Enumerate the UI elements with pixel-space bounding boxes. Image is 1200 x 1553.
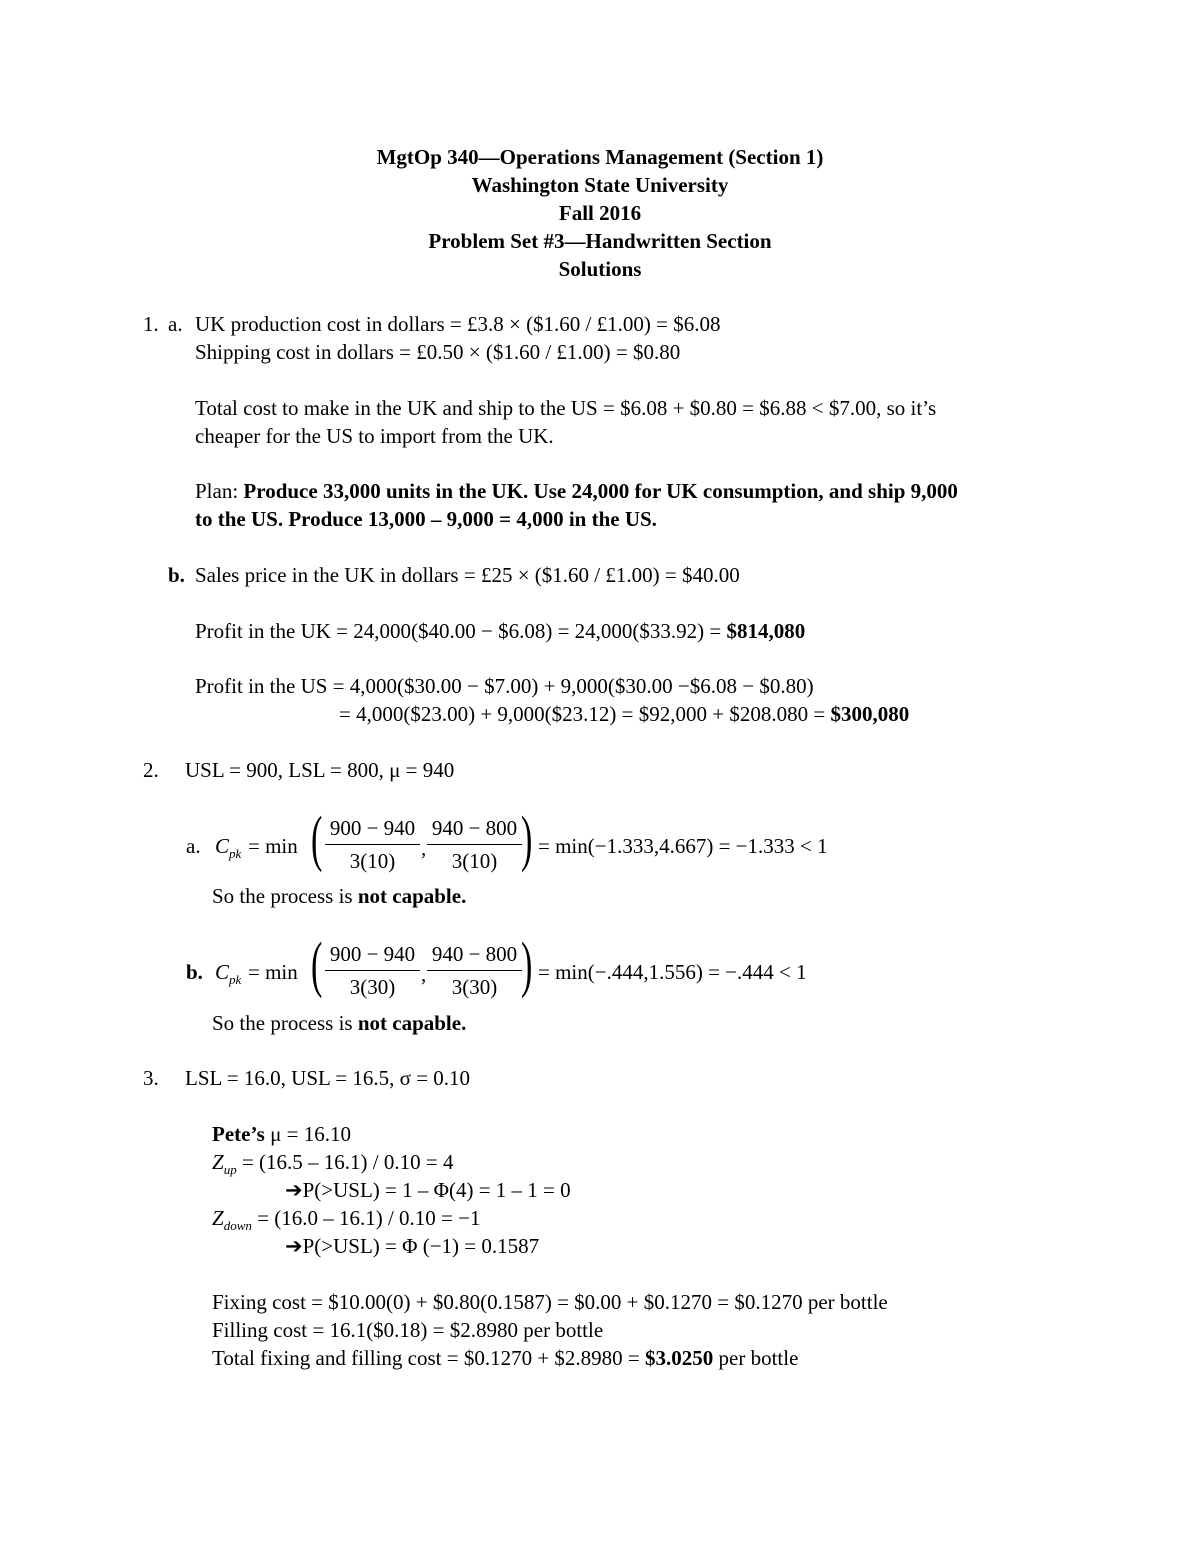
q2b-label: b. [186, 960, 203, 984]
q2b-min: = min [248, 960, 298, 984]
q2b-comma: , [421, 962, 427, 986]
title-term: Fall 2016 [558, 201, 642, 225]
q1a-plan-line1: Plan: Produce 33,000 units in the UK. Use 24,000 for UK consumption, and ship 9,000 [195, 479, 958, 503]
q1a-total-cost-line2: cheaper for the US to import from the UK. [195, 424, 554, 448]
q1a-label: a. [168, 312, 183, 336]
q2b-right-paren: ) [521, 931, 533, 999]
q3-fixing-cost: Fixing cost = $10.00(0) + $0.80(0.1587) = $0.00 + $0.1270 = $0.1270 per bottle [212, 1290, 888, 1314]
q1b-profit-us-line1: Profit in the US = 4,000($30.00 − $7.00) + 9,000($30.00 −$6.08 − $0.80) [195, 674, 814, 698]
q2-given: USL = 900, LSL = 800, μ = 940 [185, 758, 455, 782]
q1b-sales-price: Sales price in the UK in dollars = £25 × ($1.60 / £1.00) = $40.00 [195, 563, 740, 587]
q1a-plan-line2: to the US. Produce 13,000 – 9,000 = 4,000 in the US. [195, 507, 657, 531]
q2a-min: = min [248, 834, 298, 858]
title-course: MgtOp 340—Operations Management (Section 1) [376, 145, 824, 169]
q2b-conclusion: So the process is not capable. [212, 1011, 467, 1035]
q2b-fraction-2: 940 − 800 3(30) [427, 944, 522, 998]
q3-z-up: $Z_{up} = (16.5 - 16.1) / 0.10 = 4$ [212, 1150, 454, 1178]
q2b-fraction-1: 900 − 940 3(30) [325, 944, 420, 998]
q2a-cpk: $C_{pk}$ [215, 834, 242, 862]
q1b-profit-uk: Profit in the UK = 24,000($40.00 − $6.08) = 24,000($33.92) = $814,080 [195, 619, 806, 643]
q3-z-down: $Z_{down} = (16.0 - 16.1) / 0.10 = -1$ [212, 1206, 481, 1234]
q2a-left-paren: ( [311, 805, 323, 873]
q2a-result: = min(−1.333,4.667) = −1.333 < 1 [538, 834, 828, 858]
q2a-conclusion: So the process is not capable. [212, 884, 467, 908]
q1a-total-cost-line1: Total cost to make in the UK and ship to the US = $6.08 + $0.80 = $6.88 < $7.00, so it’s [195, 396, 937, 420]
q1a-shipping-cost: Shipping cost in dollars = £0.50 × ($1.60 / £1.00) = $0.80 [195, 340, 681, 364]
q3-prob-below-lsl: ➔P(>USL) = Φ (−1) = 0.1587 [285, 1234, 540, 1258]
q2a-fraction-2: 940 − 800 3(10) [427, 818, 522, 872]
q1-number: 1. [143, 312, 159, 336]
q2a-comma: , [421, 836, 427, 860]
q1b-profit-us-line2: = 4,000($23.00) + 9,000($23.12) = $92,000 + $208.080 = $300,080 [339, 702, 910, 726]
q2a-right-paren: ) [521, 805, 533, 873]
q1b-label: b. [168, 563, 185, 587]
q3-total-cost: Total fixing and filling cost = $0.1270 + $2.8980 = $3.0250 per bottle [212, 1346, 799, 1370]
q3-number: 3. [143, 1066, 159, 1090]
title-university: Washington State University [471, 173, 729, 197]
q2-number: 2. [143, 758, 159, 782]
q3-filling-cost: Filling cost = 16.1($0.18) = $2.8980 per bottle [212, 1318, 604, 1342]
q2b-result: = min(−.444,1.556) = −.444 < 1 [538, 960, 807, 984]
q1a-uk-production-cost: UK production cost in dollars = £3.8 × ($1.60 / £1.00) = $6.08 [195, 312, 721, 336]
q3-pete-mean: Pete’s μ = 16.10 [212, 1122, 351, 1146]
title-problem-set: Problem Set #3—Handwritten Section [428, 229, 772, 253]
q3-prob-above-usl: ➔P(>USL) = 1 – Φ(4) = 1 – 1 = 0 [285, 1178, 571, 1202]
q3-given: LSL = 16.0, USL = 16.5, σ = 0.10 [185, 1066, 471, 1090]
q2b-cpk: $C_{pk}$ [215, 960, 242, 988]
title-solutions: Solutions [558, 257, 642, 281]
q2b-left-paren: ( [311, 931, 323, 999]
q2a-fraction-1: 900 − 940 3(10) [325, 818, 420, 872]
q2a-label: a. [186, 834, 201, 858]
